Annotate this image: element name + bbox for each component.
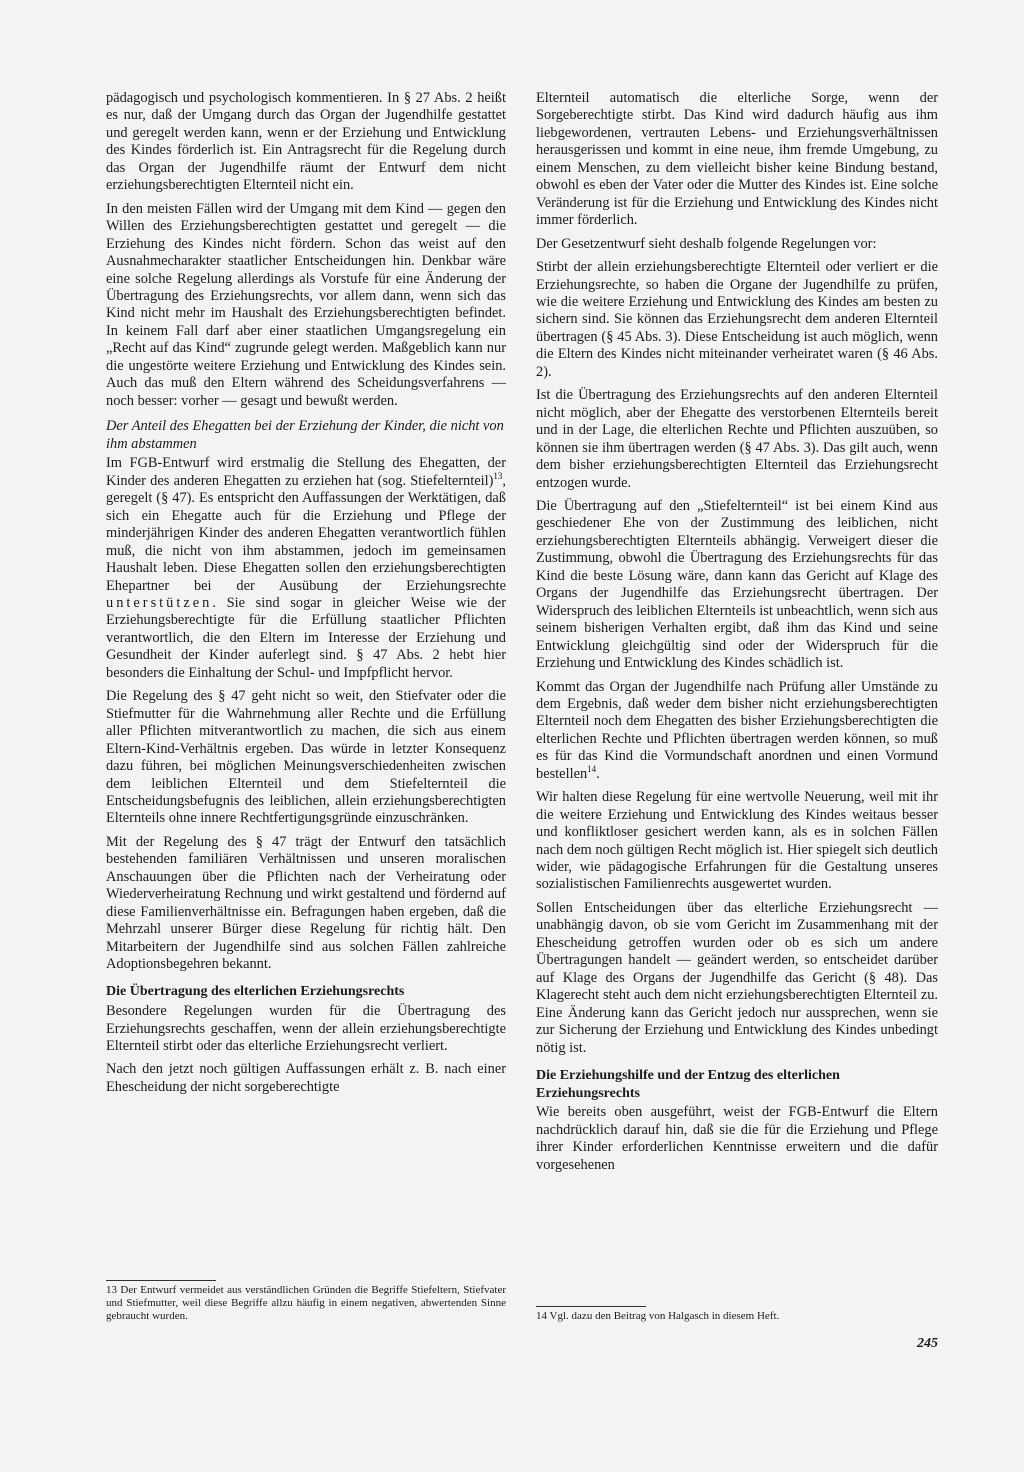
section-heading: Der Anteil des Ehegatten bei der Erziehung der Kinder, die nicht von ihm abstammen	[106, 418, 504, 452]
footnote-rule	[106, 1280, 216, 1281]
footnote-rule	[536, 1306, 646, 1307]
paragraph: In den meisten Fällen wird der Umgang mit dem Kind — gegen den Willen des Erziehungsberechtigten gestattet und geregelt — die Erziehung des Kindes nicht fördern. Schon das weist auf den Ausnahmecharakter staatlicher Entscheidungen hin. Denkbar wäre eine solche Regelung allerdings als Vorstufe für eine Änderung der Übertragung des Erziehungsrechts, vor allem dann, wenn sich das Kind nicht mehr im Haushalt des Erziehungsberechtigten befindet. In keinem Fall darf aber einer staatlichen Umgangsregelung ein „Recht auf das Kind“ zugrunde gelegt werden. Maßgeblich kann nur die ungestörte weitere Erziehung und Entwicklung des Kindes sein. Auch das muß den Eltern während des Scheidungsverfahrens — noch besser: vorher — gesagt und bewußt werden.	[106, 200, 506, 409]
paragraph: Wie bereits oben ausgeführt, weist der FGB-Entwurf die Eltern nachdrücklich darauf hin, daß sie die für die Erziehung und Pflege ihrer Kinder erforderlichen Kenntnisse erweitern und die dafür vorgesehenen	[536, 1104, 938, 1173]
paragraph: pädagogisch und psychologisch kommentieren. In § 27 Abs. 2 heißt es nur, daß der Umgang durch das Organ der Jugendhilfe gestattet und geregelt werden kann, wenn er der Erziehung und Entwicklung des Kindes förderlich ist. Ein Antragsrecht für die Regelung durch das Organ der Jugendhilfe räumt der Entwurf dem nicht erziehungsberechtigten Elternteil nicht ein.	[106, 90, 506, 194]
text-run: , geregelt (§ 47). Es entspricht den Auffassungen der Werktätigen, daß sich ein Ehegatte auch für die Erziehung und Pflege der minderjährigen Kinder des anderen Ehegatten verantwortlich fühlen muß, die nicht von ihm abstammen, jedoch im gemeinsamen Haushalt leben. Diese Ehegatten sollen den erziehungsberechtigten Ehepartner bei der Ausübung der Erziehungsrechte	[106, 472, 506, 594]
page-number: 245	[917, 1336, 938, 1351]
footnote-ref: 13	[493, 471, 503, 481]
left-column	[106, 90, 506, 1102]
section-heading: Die Übertragung des elterlichen Erziehungsrechts	[106, 984, 405, 1000]
paragraph	[536, 679, 938, 784]
paragraph: Sollen Entscheidungen über das elterliche Erziehungsrecht — unabhängig davon, ob sie vom Gericht im Zusammenhang mit der Ehescheidung getroffen wurden oder ob es sich um andere Übertragungen handelt — geändert werden, so entscheidet darüber auf Klage des Organs der Jugendhilfe das Gericht (§ 48). Das Klagerecht steht auch dem nicht erziehungsberechtigten Elternteil zu. Eine Änderung kann das Gericht jedoch nur aussprechen, wenn sie zur Sicherung der Erziehung und Entwicklung des Kindes unbedingt nötig ist.	[536, 899, 938, 1056]
paragraph: Stirbt der allein erziehungsberechtigte Elternteil oder verliert er die Erziehungsrechte, so haben die Organe der Jugendhilfe zu prüfen, wie die weitere Erziehung und Entwicklung des Kindes am besten zu sichern sind. Sie können das Erziehungsrecht dem anderen Elternteil übertragen (§ 45 Abs. 3). Diese Entscheidung ist auch möglich, wenn die Eltern des Kindes nicht miteinander verheiratet waren (§ 46 Abs. 2).	[536, 259, 938, 380]
paragraph: Mit der Regelung des § 47 trägt der Entwurf den tatsächlich bestehenden familiären Verhältnissen und unseren moralischen Anschauungen über die Pflichten nach der Verheiratung oder Wiederverheiratung Rechnung und wirkt gestaltend und fördernd auf diese Familienverhältnisse ein. Befragungen haben ergeben, daß die Mehrzahl unserer Bürger diese Regelung für richtig hält. Den Mitarbeitern der Jugendhilfe sind aus solchen Fällen zahlreiche Adoptionsbegehren bekannt.	[106, 833, 506, 973]
text-run: . Sie sind sogar in gleicher Weise wie der Erziehungsberechtigte für die Erfüllung staatlicher Pflichten verantwortlich, die den Eltern im Interesse der Erziehung und Gesundheit der Kinder auferlegt sind. § 47 Abs. 2 hebt hier besonders die Einhaltung der Schul- und Impfpflicht hervor.	[106, 594, 506, 681]
emphasis-spaced: unterstützen	[106, 594, 213, 611]
paragraph: Der Gesetzentwurf sieht deshalb folgende Regelungen vor:	[536, 235, 877, 252]
paragraph: Ist die Übertragung des Erziehungsrechts auf den anderen Elternteil nicht möglich, aber der Ehegatte des verstorbenen Elternteils bereit und in der Lage, die elterlichen Rechte und Pflichten auszuüben, so können sie ihm übertragen werden (§ 47 Abs. 3). Das gilt auch, wenn dem bisher erziehungsberechtigten Elternteil das Erziehungsrecht entzogen wurde.	[536, 387, 938, 491]
paragraph: Besondere Regelungen wurden für die Übertragung des Erziehungsrechts geschaffen, wenn der allein erziehungsberechtigte Elternteil stirbt oder das elterliche Erziehungsrecht verliert.	[106, 1003, 506, 1054]
section-heading: Die Erziehungshilfe und der Entzug des elterlichen Erziehungsrechts	[536, 1068, 840, 1101]
footnote-ref: 14	[587, 763, 597, 774]
paragraph: Wir halten diese Regelung für eine wertvolle Neuerung, weil mit ihr die weitere Erziehung und Entwicklung des Kindes weitaus besser und konfliktloser gesichert werden kann, als es in solchen Fällen nach dem noch gültigen Recht möglich ist. Hier spiegelt sich deutlich wider, wie pädagogische Erfahrungen für die Gestaltung unseres sozialistischen Familienrechts ausgewertet wurden.	[536, 789, 938, 893]
text-run: Kommt das Organ der Jugendhilfe nach Prüfung aller Umstände zu dem Ergebnis, daß weder dem bisher nicht erziehungsberechtigten Elternteil noch dem Ehegatten des bisher Erziehungsberechtigten die elterlichen Rechte und Pflichten übertragen werden können, so muß es für das Kind die Vormundschaft anordnen und einen Vormund bestellen	[536, 678, 938, 782]
footnote: 13 Der Entwurf vermeidet aus verständlichen Gründen die Begriffe Stiefeltern, Stiefvater und Stiefmutter, weil diese Begriffe allzu häufig in einem negativen, abwertenden Sinne gebraucht wurden.	[106, 1284, 506, 1322]
footnote-block	[536, 1298, 938, 1323]
paragraph: Die Übertragung auf den „Stiefelternteil“ ist bei einem Kind aus geschiedener Ehe von der Zustimmung des leiblichen, nicht erziehungsberechtigten Elternteils abhängig. Verweigert dieser die Zustimmung, obwohl die Übertragung des Erziehungsrechts für das Kind die beste Lösung wäre, dann kann das Gericht auf Klage des Organs der Jugendhilfe das Erziehungsrecht übertragen. Der Widerspruch des leiblichen Elternteils ist unbeachtlich, wenn sich aus seinem bisherigen Verhalten ergibt, daß ihm das Kind und seine Entwicklung gleichgültig sind oder der Widerspruch für die Erziehung und Entwicklung des Kindes schädlich ist.	[536, 497, 938, 672]
footnote-block	[106, 1272, 506, 1323]
paragraph: Elternteil automatisch die elterliche Sorge, wenn der Sorgeberechtigte stirbt. Das Kind wird dadurch häufig aus ihm liebgewordenen, vertrauten Lebens- und Erziehungsverhältnissen herausgerissen und kommt in eine neue, ihm fremde Umgebung, zu einem Menschen, zu dem vielleicht bisher keine Bindung bestand, obwohl es eben der Vater oder die Mutter des Kindes ist. Eine solche Veränderung ist für die Erziehung und Entwicklung des Kindes nicht immer förderlich.	[536, 90, 938, 229]
footnote: 14 Vgl. dazu den Beitrag von Halgasch in diesem Heft.	[536, 1310, 780, 1322]
paragraph: Die Regelung des § 47 geht nicht so weit, den Stiefvater oder die Stiefmutter für die Wahrnehmung aller Rechte und die Erfüllung aller Pflichten mitverantwortlich zu machen, die sich aus einem Eltern-Kind-Verhältnis ergeben. Das würde in letzter Konsequenz dazu führen, bei möglichen Meinungsverschiedenheiten zwischen dem leiblichen Elternteil und dem Stiefelternteil die Entscheidungsbefugnis des leiblichen, allein erziehungsberechtigten Elternteils ohne innere Rechtfertigungsgründe einzuschränken.	[106, 688, 506, 827]
paragraph: Nach den jetzt noch gültigen Auffassungen erhält z. B. nach einer Ehescheidung der nicht sorgeberechtigte	[106, 1061, 506, 1095]
text-run: .	[596, 765, 600, 782]
paragraph	[106, 455, 506, 682]
text-run: Im FGB-Entwurf wird erstmalig die Stellung des Ehegatten, der Kinder des anderen Ehegatten zu erziehen hat (sog. Stiefelternteil)	[106, 455, 506, 489]
right-column	[536, 90, 938, 1180]
